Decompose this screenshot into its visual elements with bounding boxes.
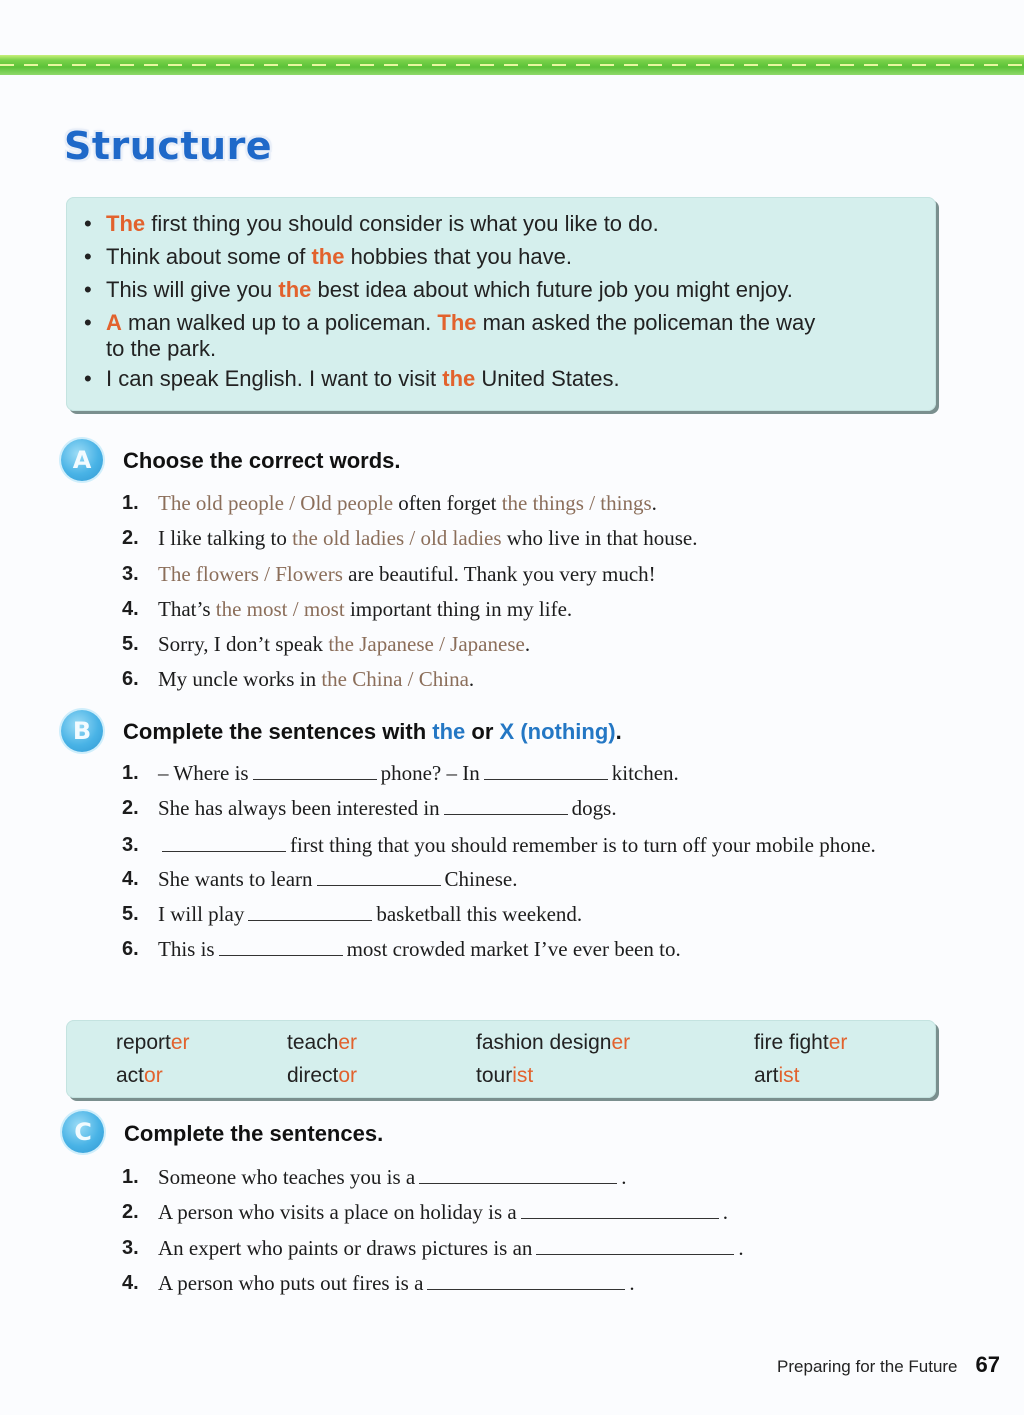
item-end: . bbox=[629, 1270, 635, 1295]
exercise-b-item bbox=[122, 862, 952, 897]
item-end: . bbox=[621, 1165, 627, 1189]
item-text: An expert who paints or draws pictures is an bbox=[158, 1235, 533, 1260]
exercise-a-badge-icon: A bbox=[61, 439, 103, 481]
word-suffix: ist bbox=[778, 1064, 800, 1087]
exercise-b-item bbox=[122, 897, 952, 932]
word-suffix: or bbox=[338, 1064, 358, 1087]
answer-blank[interactable] bbox=[536, 1236, 734, 1255]
exercise-b-item bbox=[122, 756, 952, 791]
item-number: 1. bbox=[122, 492, 139, 514]
word-choice-option[interactable]: the Japanese / Japanese bbox=[328, 632, 525, 657]
exercise-c-item bbox=[122, 1160, 952, 1195]
word-choice-option[interactable]: the most / most bbox=[215, 596, 345, 621]
answer-blank[interactable] bbox=[427, 1271, 625, 1290]
item-end: . bbox=[722, 1200, 728, 1225]
exercise-b-item bbox=[122, 932, 952, 967]
exercise-a-list bbox=[122, 486, 952, 698]
word-stem: teach bbox=[287, 1031, 339, 1054]
word-suffix: er bbox=[828, 1031, 848, 1054]
word-bank-word bbox=[116, 1028, 287, 1057]
item-number: 3. bbox=[122, 833, 139, 856]
item-number: 2. bbox=[122, 1201, 139, 1224]
item-text: kitchen. bbox=[611, 761, 679, 785]
exercise-a-item bbox=[122, 521, 952, 556]
answer-blank[interactable] bbox=[248, 902, 372, 921]
item-number: 1. bbox=[122, 1166, 139, 1188]
word-stem: tour bbox=[476, 1064, 513, 1087]
word-choice-option[interactable]: The flowers / Flowers bbox=[158, 561, 343, 586]
item-text: often forget bbox=[393, 491, 502, 515]
word-suffix: er bbox=[170, 1031, 190, 1054]
item-number: 4. bbox=[122, 597, 139, 620]
word-choice-option[interactable]: the old ladies / old ladies bbox=[292, 526, 502, 551]
item-text: My uncle works in bbox=[158, 667, 322, 692]
item-text: first thing that you should remember is to turn off your mobile phone. bbox=[290, 832, 876, 857]
item-text: She has always been interested in bbox=[158, 796, 440, 821]
exercise-a-item bbox=[122, 592, 952, 627]
item-text: important thing in my life. bbox=[344, 596, 573, 621]
item-text: are beautiful. Thank you very much! bbox=[342, 561, 656, 586]
item-text: . bbox=[651, 491, 657, 515]
item-text: I like talking to bbox=[158, 526, 293, 551]
structure-bullet: • Think about some of the hobbies that you have. bbox=[84, 240, 936, 273]
word-choice-option[interactable]: the things / things bbox=[501, 491, 652, 515]
item-number: 5. bbox=[122, 902, 139, 925]
word-stem: fire fight bbox=[754, 1031, 829, 1054]
structure-bullet: • I can speak English. I want to visit the United States. bbox=[84, 362, 936, 395]
exercise-b-list bbox=[122, 756, 952, 967]
item-text: most crowded market I’ve ever been to. bbox=[346, 937, 681, 962]
page-number: 67 bbox=[975, 1352, 1000, 1377]
word-stem: art bbox=[754, 1064, 779, 1087]
answer-blank[interactable] bbox=[317, 867, 441, 886]
word-stem: fashion design bbox=[476, 1031, 612, 1054]
word-bank-word bbox=[754, 1028, 954, 1057]
word-stem: direct bbox=[287, 1064, 339, 1087]
item-number: 1. bbox=[122, 762, 139, 784]
item-text: Chinese. bbox=[444, 866, 518, 891]
item-text: . bbox=[468, 667, 475, 692]
exercise-b-heading: Complete the sentences with the or X (nothing). bbox=[123, 719, 622, 744]
item-number: 2. bbox=[122, 527, 139, 550]
answer-blank[interactable] bbox=[162, 833, 286, 852]
item-text: – Where is bbox=[158, 761, 249, 785]
word-choice-option[interactable]: The old people / Old people bbox=[158, 491, 394, 515]
item-text: Sorry, I don’t speak bbox=[158, 632, 329, 657]
word-bank-word bbox=[287, 1028, 476, 1057]
page-footer bbox=[777, 1352, 1000, 1378]
exercise-a-item bbox=[122, 627, 952, 662]
word-bank-word bbox=[476, 1028, 754, 1057]
section-title: Structure bbox=[64, 124, 273, 168]
word-bank-grid bbox=[116, 1028, 954, 1090]
exercise-a-item bbox=[122, 662, 952, 697]
item-text: I will play bbox=[158, 901, 245, 926]
decorative-green-band bbox=[0, 55, 1024, 75]
answer-blank[interactable] bbox=[253, 761, 377, 780]
exercise-a-heading: Choose the correct words. bbox=[123, 448, 401, 473]
item-end: . bbox=[738, 1235, 744, 1260]
item-number: 4. bbox=[122, 1271, 139, 1294]
exercise-c-item bbox=[122, 1231, 952, 1266]
answer-blank[interactable] bbox=[521, 1200, 719, 1219]
word-bank-word bbox=[287, 1061, 476, 1090]
item-text: This is bbox=[158, 937, 215, 962]
item-number: 6. bbox=[122, 668, 139, 691]
exercise-c-badge-icon: C bbox=[62, 1111, 104, 1153]
item-number: 2. bbox=[122, 797, 139, 820]
exercise-a-item bbox=[122, 486, 952, 521]
item-number: 4. bbox=[122, 867, 139, 890]
word-suffix: or bbox=[144, 1064, 163, 1087]
structure-bullet: • A man walked up to a policeman. The man asked the policeman the way to the park. bbox=[84, 306, 936, 362]
word-suffix: ist bbox=[512, 1064, 534, 1087]
item-text: phone? – In bbox=[380, 761, 480, 785]
item-text: who live in that house. bbox=[501, 526, 698, 551]
exercise-b-badge-icon: B bbox=[61, 710, 103, 752]
word-stem: report bbox=[116, 1031, 171, 1054]
exercise-c-item bbox=[122, 1195, 952, 1230]
item-text: A person who visits a place on holiday is a bbox=[158, 1200, 517, 1225]
word-suffix: er bbox=[338, 1031, 358, 1054]
exercise-c-list bbox=[122, 1160, 952, 1301]
item-number: 5. bbox=[122, 633, 139, 656]
item-text: basketball this weekend. bbox=[376, 901, 583, 926]
answer-blank[interactable] bbox=[444, 796, 568, 815]
exercise-a-item bbox=[122, 557, 952, 592]
item-text: A person who puts out fires is a bbox=[158, 1270, 424, 1295]
word-bank-word bbox=[754, 1061, 954, 1090]
exercise-b-item bbox=[122, 827, 952, 862]
exercise-b-item bbox=[122, 791, 952, 826]
word-choice-option[interactable]: the China / China bbox=[321, 667, 469, 692]
item-text: Someone who teaches you is a bbox=[158, 1165, 416, 1189]
answer-blank[interactable] bbox=[419, 1165, 617, 1184]
word-bank-box bbox=[66, 1020, 936, 1098]
item-text: That’s bbox=[158, 596, 216, 621]
structure-box bbox=[66, 197, 936, 411]
exercise-c-heading: Complete the sentences. bbox=[124, 1121, 384, 1146]
word-bank-word bbox=[476, 1061, 754, 1090]
answer-blank[interactable] bbox=[219, 937, 343, 956]
word-stem: act bbox=[116, 1064, 145, 1087]
structure-bullet: • The first thing you should consider is what you like to do. bbox=[84, 207, 936, 240]
item-number: 3. bbox=[122, 1236, 139, 1259]
exercise-c-item bbox=[122, 1266, 952, 1301]
item-number: 6. bbox=[122, 938, 139, 961]
structure-bullets bbox=[66, 197, 936, 395]
word-bank-word bbox=[116, 1061, 287, 1090]
item-text: dogs. bbox=[571, 796, 617, 821]
structure-bullet: • This will give you the best idea about which future job you might enjoy. bbox=[84, 273, 936, 306]
item-text: . bbox=[524, 632, 531, 657]
chapter-title: Preparing for the Future bbox=[777, 1357, 958, 1376]
answer-blank[interactable] bbox=[484, 761, 608, 780]
word-suffix: er bbox=[611, 1031, 631, 1054]
item-text: She wants to learn bbox=[158, 866, 313, 891]
item-number: 3. bbox=[122, 562, 139, 585]
